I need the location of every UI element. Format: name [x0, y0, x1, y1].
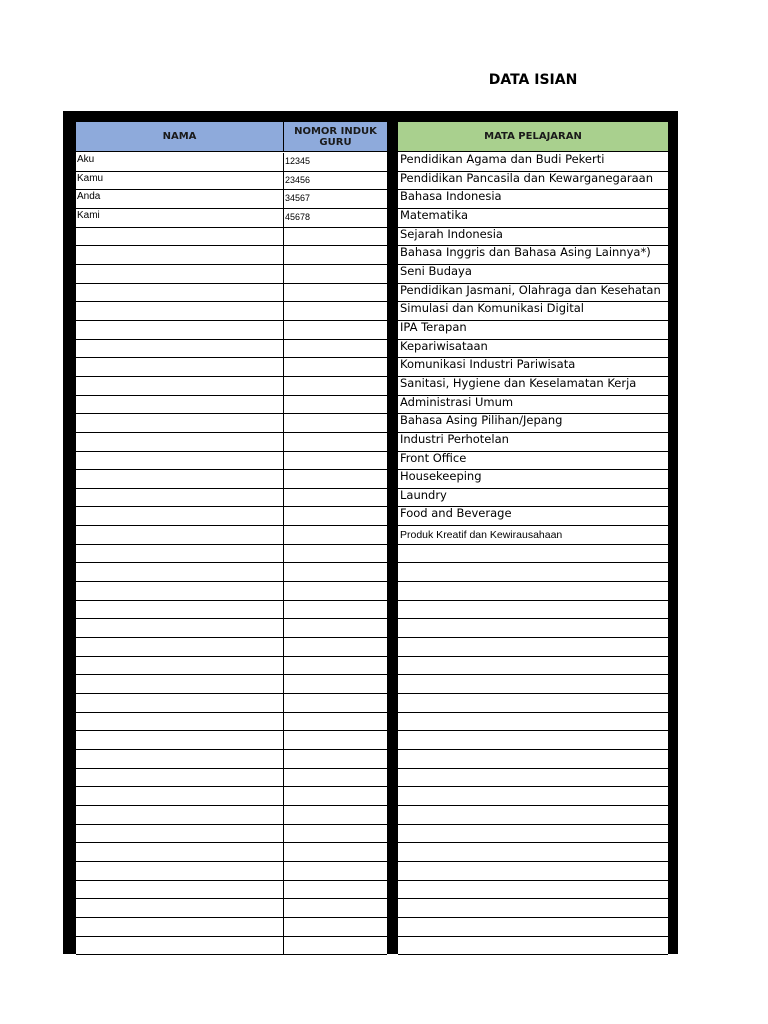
table-row: [398, 638, 668, 657]
table-row: [76, 377, 387, 396]
table-row: [398, 582, 668, 601]
table-row: [76, 806, 387, 825]
cell-mata-pelajaran[interactable]: Administrasi Umum: [400, 394, 514, 409]
teacher-rows: [76, 153, 387, 955]
table-row: [76, 899, 387, 918]
cell-mata-pelajaran[interactable]: Sejarah Indonesia: [400, 226, 503, 241]
cell-nama[interactable]: Kami: [77, 209, 100, 221]
subject-table: [398, 122, 668, 954]
cell-mata-pelajaran[interactable]: Sanitasi, Hygiene dan Keselamatan Kerja: [400, 375, 637, 390]
table-row: [398, 619, 668, 638]
table-row: [398, 302, 668, 321]
cell-mata-pelajaran[interactable]: Bahasa Indonesia: [400, 189, 502, 204]
table-row: [398, 545, 668, 564]
cell-mata-pelajaran[interactable]: Pendidikan Jasmani, Olahraga dan Kesehatan: [400, 282, 661, 297]
table-row: [398, 899, 668, 918]
table-row: [398, 937, 668, 956]
table-row: [398, 563, 668, 582]
table-row: [76, 918, 387, 937]
cell-mata-pelajaran[interactable]: Kepariwisataan: [400, 338, 488, 353]
cell-nomor-induk-guru[interactable]: 34567: [285, 193, 311, 204]
cell-mata-pelajaran[interactable]: Industri Perhotelan: [400, 431, 509, 446]
page-title: DATA ISIAN: [488, 72, 578, 88]
table-row: [76, 209, 387, 228]
table-row: [76, 507, 387, 526]
cell-mata-pelajaran[interactable]: Seni Budaya: [400, 263, 472, 278]
header-nama: NAMA: [76, 122, 283, 152]
table-row: [398, 470, 668, 489]
table-row: [76, 302, 387, 321]
teacher-table: [76, 122, 387, 954]
cell-mata-pelajaran[interactable]: IPA Terapan: [400, 319, 467, 334]
cell-nama[interactable]: Anda: [77, 191, 101, 203]
table-row: [76, 769, 387, 788]
cell-mata-pelajaran[interactable]: Front Office: [400, 450, 467, 465]
table-row: [76, 340, 387, 359]
table-row: [76, 787, 387, 806]
table-row: [76, 825, 387, 844]
cell-mata-pelajaran[interactable]: Bahasa Asing Pilihan/Jepang: [400, 413, 563, 428]
table-row: [398, 526, 668, 545]
table-row: [398, 246, 668, 265]
table-row: [398, 377, 668, 396]
table-row: [398, 321, 668, 340]
table-row: [76, 657, 387, 676]
cell-nomor-induk-guru[interactable]: 45678: [285, 211, 311, 222]
table-row: [398, 694, 668, 713]
cell-mata-pelajaran[interactable]: Komunikasi Industri Pariwisata: [400, 357, 576, 372]
table-row: [398, 806, 668, 825]
cell-mata-pelajaran[interactable]: Simulasi dan Komunikasi Digital: [400, 301, 584, 316]
table-row: [76, 153, 387, 172]
table-row: [76, 638, 387, 657]
table-row: [398, 843, 668, 862]
table-row: [76, 172, 387, 191]
table-row: [76, 731, 387, 750]
cell-mata-pelajaran[interactable]: Food and Beverage: [400, 506, 512, 521]
table-row: [398, 358, 668, 377]
table-row: [398, 414, 668, 433]
table-row: [398, 657, 668, 676]
cell-nomor-induk-guru[interactable]: 12345: [285, 156, 311, 166]
table-row: [76, 582, 387, 601]
table-row: [76, 843, 387, 862]
table-row: [76, 470, 387, 489]
table-row: [398, 340, 668, 359]
cell-mata-pelajaran[interactable]: Matematika: [400, 207, 469, 222]
table-row: [398, 825, 668, 844]
cell-mata-pelajaran[interactable]: Laundry: [400, 487, 447, 502]
table-row: [398, 433, 668, 452]
table-row: [398, 209, 668, 228]
table-row: [76, 545, 387, 564]
header-mata-pelajaran: MATA PELAJARAN: [398, 122, 668, 152]
table-row: [398, 918, 668, 937]
table-row: [76, 619, 387, 638]
cell-mata-pelajaran[interactable]: Pendidikan Pancasila dan Kewarganegaraan: [400, 170, 654, 185]
table-row: [76, 433, 387, 452]
table-row: [76, 414, 387, 433]
table-row: [76, 246, 387, 265]
table-row: [76, 750, 387, 769]
table-row: [76, 881, 387, 900]
table-row: [76, 452, 387, 471]
table-row: [398, 787, 668, 806]
table-row: [398, 489, 668, 508]
table-row: [398, 396, 668, 415]
table-row: [398, 769, 668, 788]
table-row: [398, 452, 668, 471]
table-row: [76, 228, 387, 247]
table-row: [398, 507, 668, 526]
table-row: [398, 713, 668, 732]
table-row: [398, 172, 668, 191]
table-row: [76, 489, 387, 508]
table-row: [76, 284, 387, 303]
table-row: [398, 601, 668, 620]
cell-nama[interactable]: Aku: [77, 154, 95, 165]
table-row: [76, 321, 387, 340]
table-row: [76, 358, 387, 377]
cell-mata-pelajaran[interactable]: Bahasa Inggris dan Bahasa Asing Lainnya*): [400, 245, 651, 260]
table-row: [398, 881, 668, 900]
table-row: [76, 563, 387, 582]
table-row: [398, 862, 668, 881]
table-row: [398, 265, 668, 284]
subject-rows: [398, 153, 668, 955]
table-row: [398, 190, 668, 209]
table-row: [76, 601, 387, 620]
header-nomor-induk-guru: NOMOR INDUK GURU: [283, 122, 387, 152]
table-row: [76, 937, 387, 956]
table-row: [398, 284, 668, 303]
table-row: [76, 713, 387, 732]
table-row: [398, 731, 668, 750]
cell-mata-pelajaran[interactable]: Produk Kreatif dan Kewirausahaan: [400, 529, 563, 542]
table-row: [76, 190, 387, 209]
cell-nomor-induk-guru[interactable]: 23456: [285, 174, 311, 185]
table-row: [76, 396, 387, 415]
cell-nama[interactable]: Kamu: [77, 172, 104, 184]
table-row: [76, 265, 387, 284]
table-row: [76, 675, 387, 694]
table-row: [398, 228, 668, 247]
table-row: [76, 862, 387, 881]
table-row: [398, 153, 668, 172]
cell-mata-pelajaran[interactable]: Pendidikan Agama dan Budi Pekerti: [400, 152, 605, 166]
table-row: [76, 694, 387, 713]
table-row: [398, 750, 668, 769]
table-row: [76, 526, 387, 545]
table-row: [398, 675, 668, 694]
cell-mata-pelajaran[interactable]: Housekeeping: [400, 469, 482, 484]
